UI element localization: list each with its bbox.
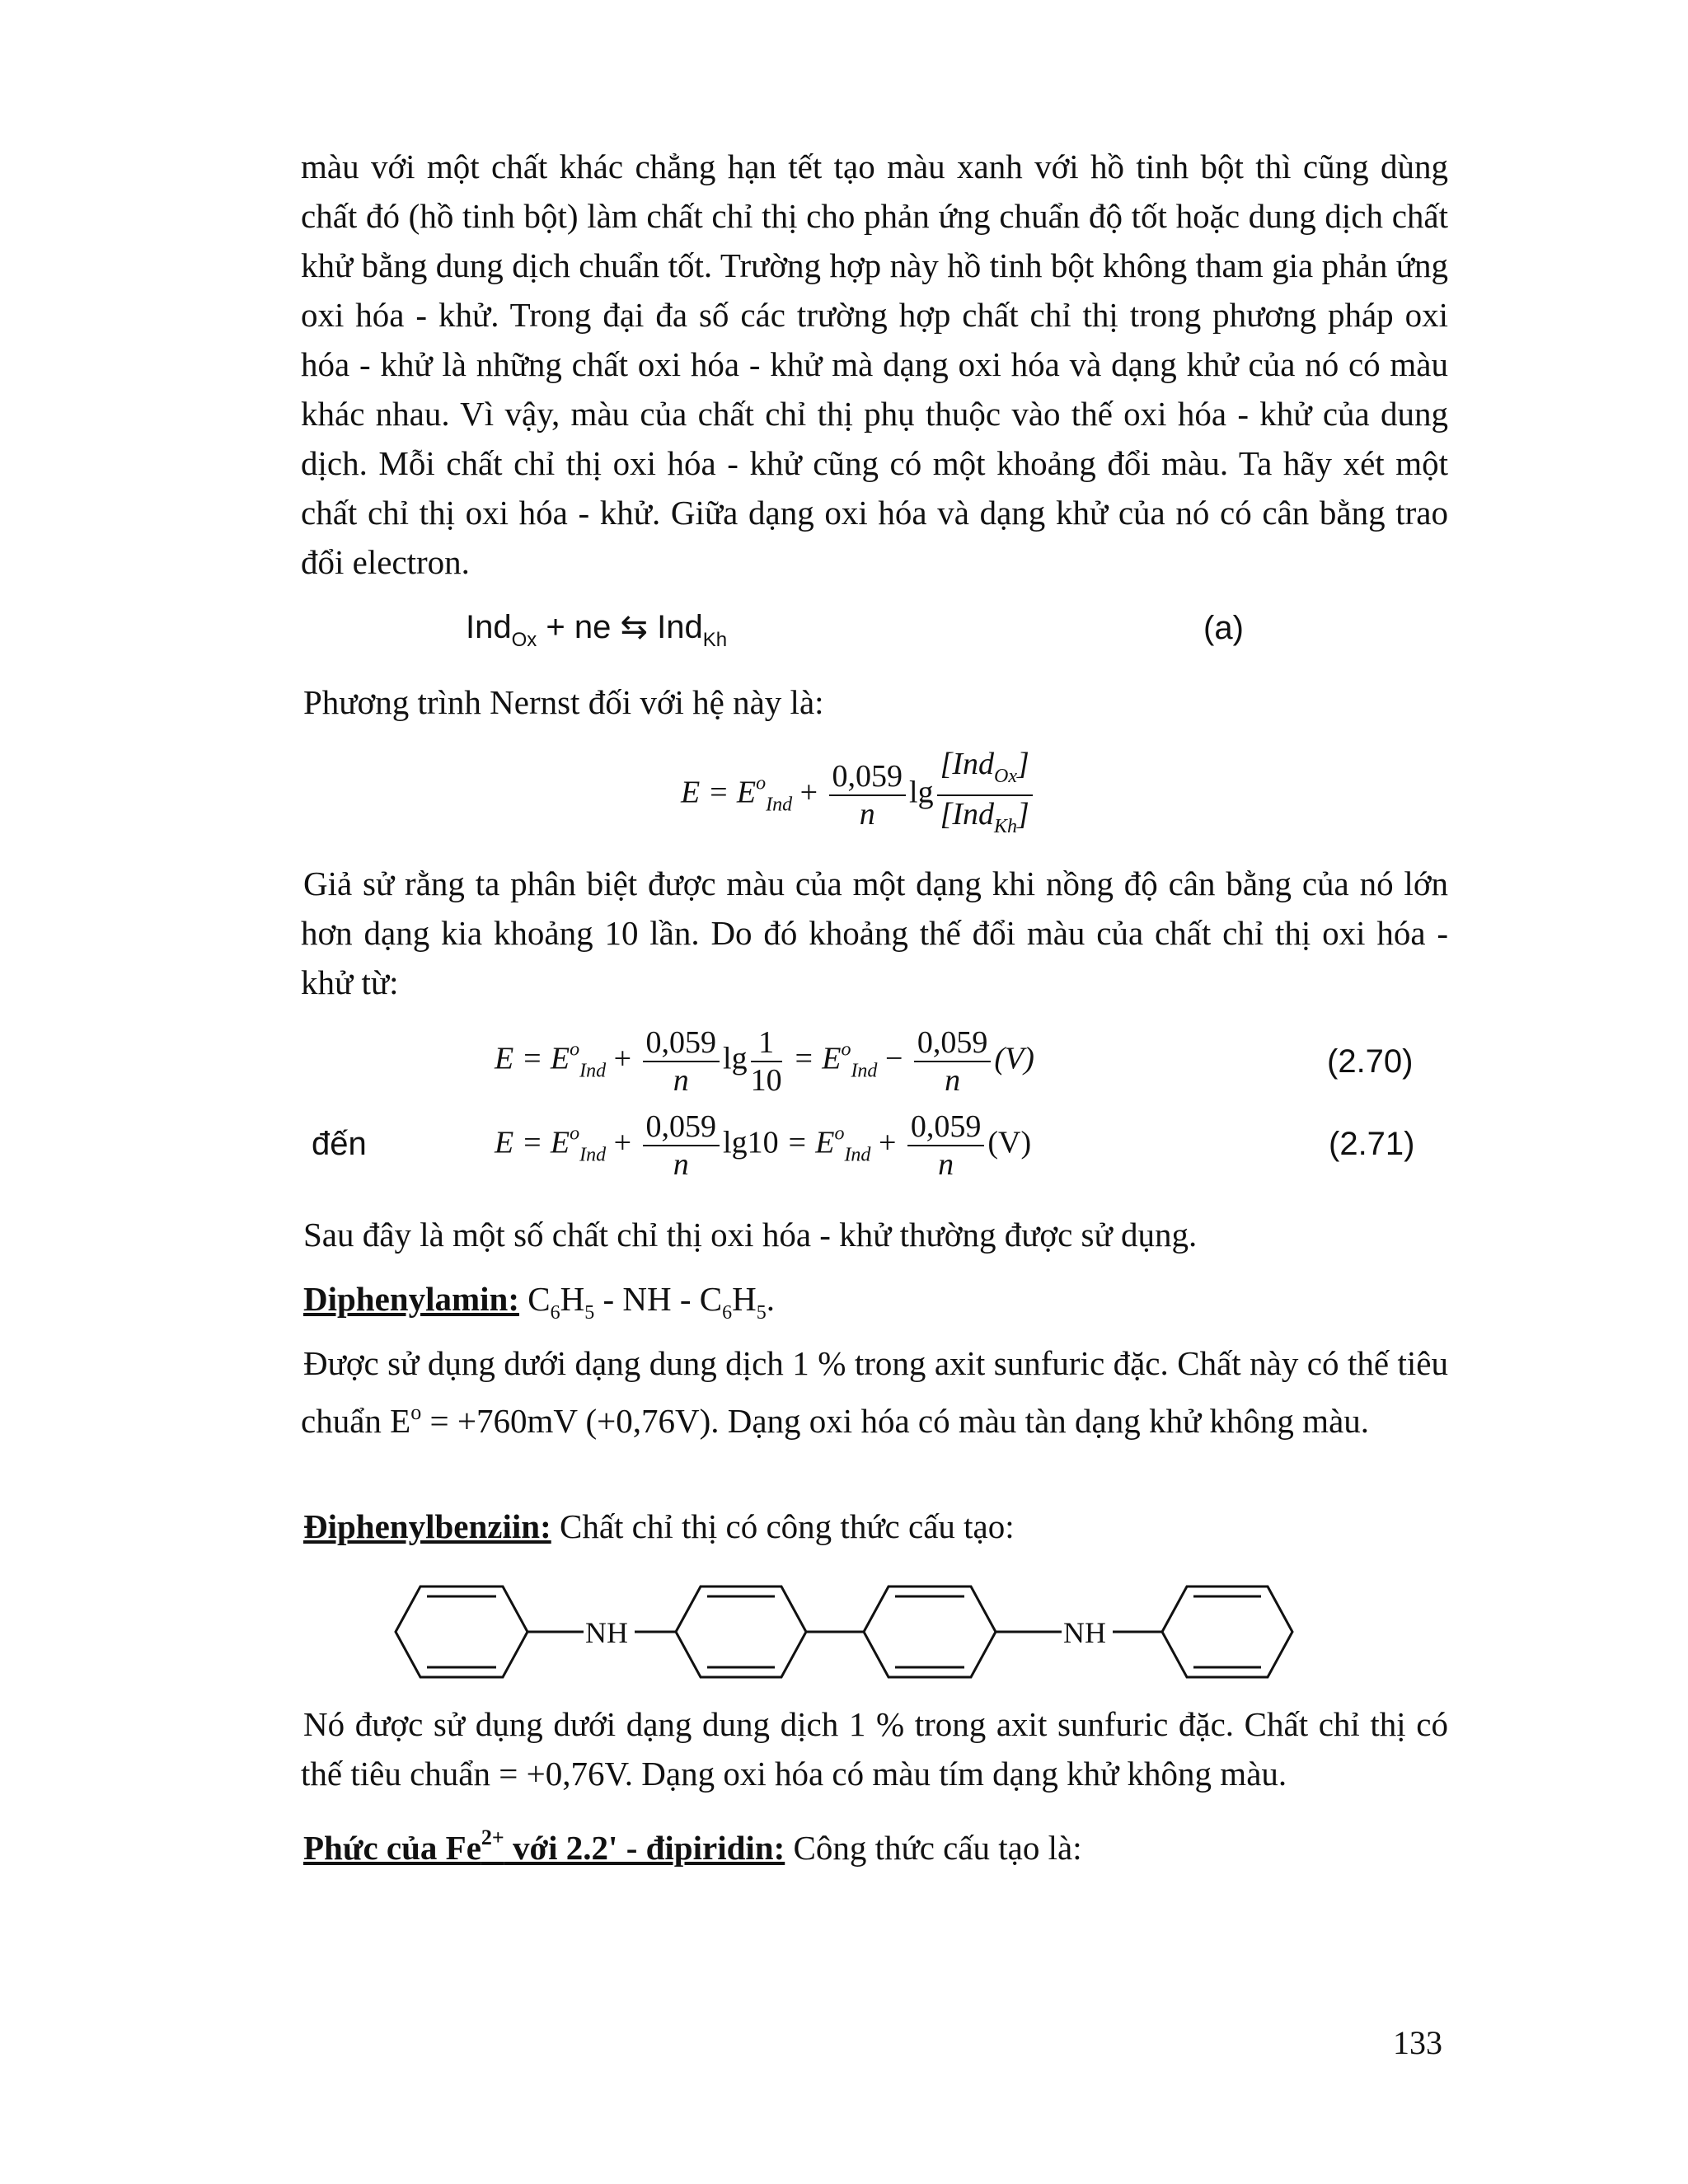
benzene-ring-2: [676, 1586, 806, 1677]
nernst-intro: Phương trình Nernst đối với hệ này là:: [303, 683, 824, 721]
paragraph-1: màu với một chất khác chẳng hạn tết tạo màu xanh với hồ tinh bột thì cũng dùng chất đó (hồ tinh bột) làm chất chỉ thị cho phản ứng chuẩn độ tốt hoặc dung dịch chất khử bằng dung dịch chuẩn tốt. Trường hợp này hồ tinh bột không tham gia phản ứng oxi hóa - khử. Trong đại đa số các trường hợp chất chỉ thị trong phương pháp oxi hóa - khử là những chất oxi hóa - khử mà dạng oxi hóa và dạng khử của nó có màu khác nhau. Vì vậy, màu của chất chỉ thị phụ thuộc vào thế oxi hóa - khử của dung dịch. Mỗi chất chỉ thị oxi hóa - khử cũng có một khoảng đổi màu. Ta hãy xét một chất chỉ thị oxi hóa - khử. Giữa dạng oxi hóa và dạng khử của nó có cân bằng trao đổi electron.: [301, 148, 1448, 581]
diphenylbenzidine-structure: [387, 1578, 1319, 1685]
equation-2-71-label: (2.71): [1329, 1126, 1415, 1162]
phuc-title: Phức của $Fe^{2+}$ với 2.2' - đipiridin:: [303, 1825, 785, 1867]
benzene-ring-1: [396, 1586, 528, 1677]
nh-label-1: NH: [585, 1616, 628, 1649]
page-number: 133: [1393, 2024, 1442, 2061]
diphenylbenziin-title: Điphenylbenziin:: [303, 1507, 551, 1545]
nernst-fraction-2: $\frac{[Ind_{Ox}]}{[Ind_{Kh}]}$: [937, 746, 1033, 845]
nernst-equation: $E = E^o_{Ind}$ + $\frac{0,059}{n}$ lg $\frac{[Ind_{Ox}]}{[Ind_{Kh}]}$: [681, 746, 1036, 845]
den-word: đến: [312, 1126, 367, 1162]
equation-2-71: $E = E^o_{Ind}$ + $\frac{0,059}{n}$ $\lg 10 = E^o_{Ind}$ + $\frac{0,059}{n}$ (V): [495, 1109, 1032, 1182]
phuc-line: Phức của $Fe^{2+}$ với 2.2' - đipiridin: Công thức cấu tạo là:: [303, 1825, 1082, 1867]
equation-a: Ind$_{Ox}$ + ne ⇆ Ind$_{Kh}$: [466, 609, 728, 651]
paragraph-5: Nó được sử dụng dưới dạng dung dịch 1 % trong axit sunfuric đặc. Chất chỉ thị có thế tiêu chuẩn = +0,76V. Dạng oxi hóa có màu tím dạng khử không màu.: [301, 1705, 1448, 1793]
nh-label-2: NH: [1063, 1616, 1106, 1649]
diphenylamin-title: Diphenylamin:: [303, 1280, 519, 1318]
equation-2-70: $E = E^o_{Ind}$ + $\frac{0,059}{n}$ lg $\frac{1}{10}$ = $E^o_{Ind}$ − $\frac{0,059}{n}$ (V): [495, 1025, 1034, 1098]
diphenylamin-line: Diphenylamin: $C_6H_5$ - NH - $C_6H_5$.: [303, 1280, 775, 1324]
benzene-ring-4: [1162, 1586, 1292, 1677]
paragraph-2: Giả sử rằng ta phân biệt được màu của một dạng khi nồng độ cân bằng của nó lớn hơn dạng kia khoảng 10 lần. Do đó khoảng thế đổi màu của chất chỉ thị oxi hóa - khử từ:: [301, 865, 1448, 1001]
nernst-fraction-1: $\frac{0,059}{n}$: [829, 758, 907, 832]
benzene-ring-3: [864, 1586, 996, 1677]
paragraph-4: Được sử dụng dưới dạng dung dịch 1 % trong axit sunfuric đặc. Chất này có thế tiêu chuẩn $E^o = +760mV$ (+0,76V). Dạng oxi hóa có màu tàn dạng khử không màu.: [301, 1344, 1448, 1440]
equation-a-label: (a): [1203, 610, 1244, 646]
paragraph-3: Sau đây là một số chất chỉ thị oxi hóa - khử thường được sử dụng.: [303, 1216, 1198, 1254]
diphenylbenziin-line: Điphenylbenziin: Chất chỉ thị có công thức cấu tạo:: [303, 1507, 1015, 1545]
equation-2-70-label: (2.70): [1327, 1043, 1414, 1080]
